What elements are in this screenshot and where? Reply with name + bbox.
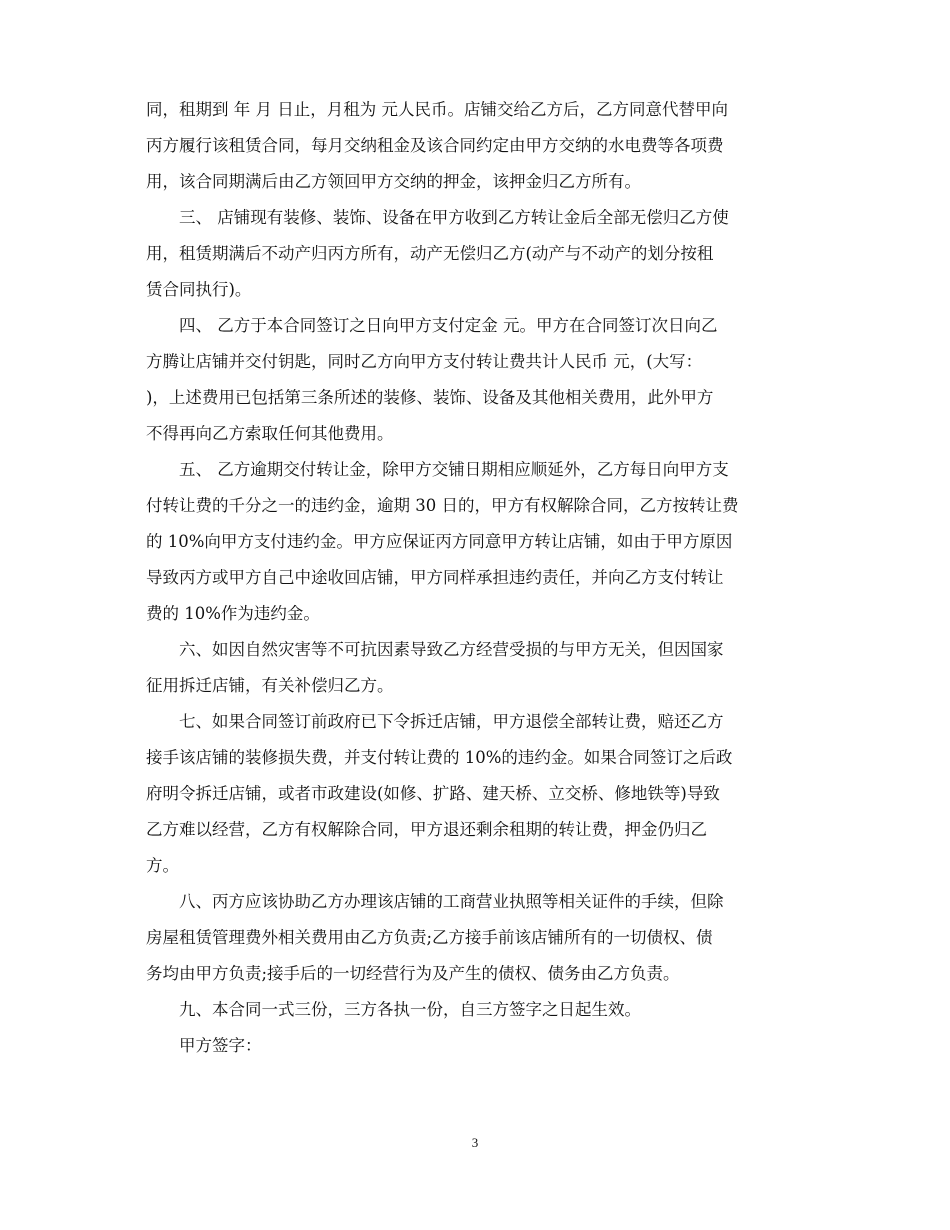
text-line: 用，该合同期满后由乙方领回甲方交纳的押金，该押金归乙方所有。 bbox=[146, 172, 641, 191]
text-line: 方。 bbox=[146, 856, 179, 875]
clause-nine: 九、本合同一式三份，三方各执一份，自三方签字之日起生效。 bbox=[179, 1000, 641, 1019]
clause-seven-start: 七、如果合同签订前政府已下令拆迁店铺，甲方退偿全部转让费，赔还乙方 bbox=[179, 712, 724, 731]
text-line: 方腾让店铺并交付钥匙，同时乙方向甲方支付转让费共计人民币 元，(大写： bbox=[146, 352, 703, 371]
text-line: 房屋租赁管理费外相关费用由乙方负责;乙方接手前该店铺所有的一切债权、债 bbox=[146, 928, 713, 947]
text-line: )，上述费用已包括第三条所述的装修、装饰、设备及其他相关费用，此外甲方 bbox=[146, 388, 714, 407]
party-a-signature-label: 甲方签字： bbox=[179, 1036, 262, 1055]
text-line: 不得再向乙方索取任何其他费用。 bbox=[146, 424, 394, 443]
text-line: 付转让费的千分之一的违约金，逾期 30 日的，甲方有权解除合同，乙方按转让费 bbox=[146, 496, 739, 515]
text-line: 接手该店铺的装修损失费，并支付转让费的 10%的违约金。如果合同签订之后政 bbox=[146, 748, 733, 767]
text-line: 费的 10%作为违约金。 bbox=[146, 604, 320, 623]
text-line: 用，租赁期满后不动产归丙方所有，动产无偿归乙方(动产与不动产的划分按租 bbox=[146, 244, 714, 263]
clause-five-start: 五、 乙方逾期交付转让金，除甲方交铺日期相应顺延外，乙方每日向甲方支 bbox=[179, 460, 729, 479]
clause-three-start: 三、 店铺现有装修、装饰、设备在甲方收到乙方转让金后全部无偿归乙方使 bbox=[179, 208, 729, 227]
text-line: 征用拆迁店铺，有关补偿归乙方。 bbox=[146, 676, 394, 695]
clause-eight-start: 八、丙方应该协助乙方办理该店铺的工商营业执照等相关证件的手续，但除 bbox=[179, 892, 724, 911]
text-line: 的 10%向甲方支付违约金。甲方应保证丙方同意甲方转让店铺，如由于甲方原因 bbox=[146, 532, 733, 551]
page-number: 3 bbox=[471, 1135, 479, 1150]
text-line: 导致丙方或甲方自己中途收回店铺，甲方同样承担违约责任，并向乙方支付转让 bbox=[146, 568, 724, 587]
text-line: 丙方履行该租赁合同，每月交纳租金及该合同约定由甲方交纳的水电费等各项费 bbox=[146, 136, 724, 155]
text-line: 乙方难以经营，乙方有权解除合同，甲方退还剩余租期的转让费，押金仍归乙 bbox=[146, 820, 707, 839]
clause-four-start: 四、 乙方于本合同签订之日向甲方支付定金 元。甲方在合同签订次日向乙 bbox=[179, 316, 718, 335]
clause-six-start: 六、如因自然灾害等不可抗因素导致乙方经营受损的与甲方无关，但因国家 bbox=[179, 640, 724, 659]
text-line: 务均由甲方负责;接手后的一切经营行为及产生的债权、债务由乙方负责。 bbox=[146, 964, 680, 983]
text-line: 同，租期到 年 月 日止，月租为 元人民币。店铺交给乙方后，乙方同意代替甲向 bbox=[146, 100, 728, 119]
text-line: 府明令拆迁店铺，或者市政建设(如修、扩路、建天桥、立交桥、修地铁等)导致 bbox=[146, 784, 720, 803]
document-body bbox=[146, 92, 806, 1064]
text-line: 赁合同执行)。 bbox=[146, 280, 252, 299]
